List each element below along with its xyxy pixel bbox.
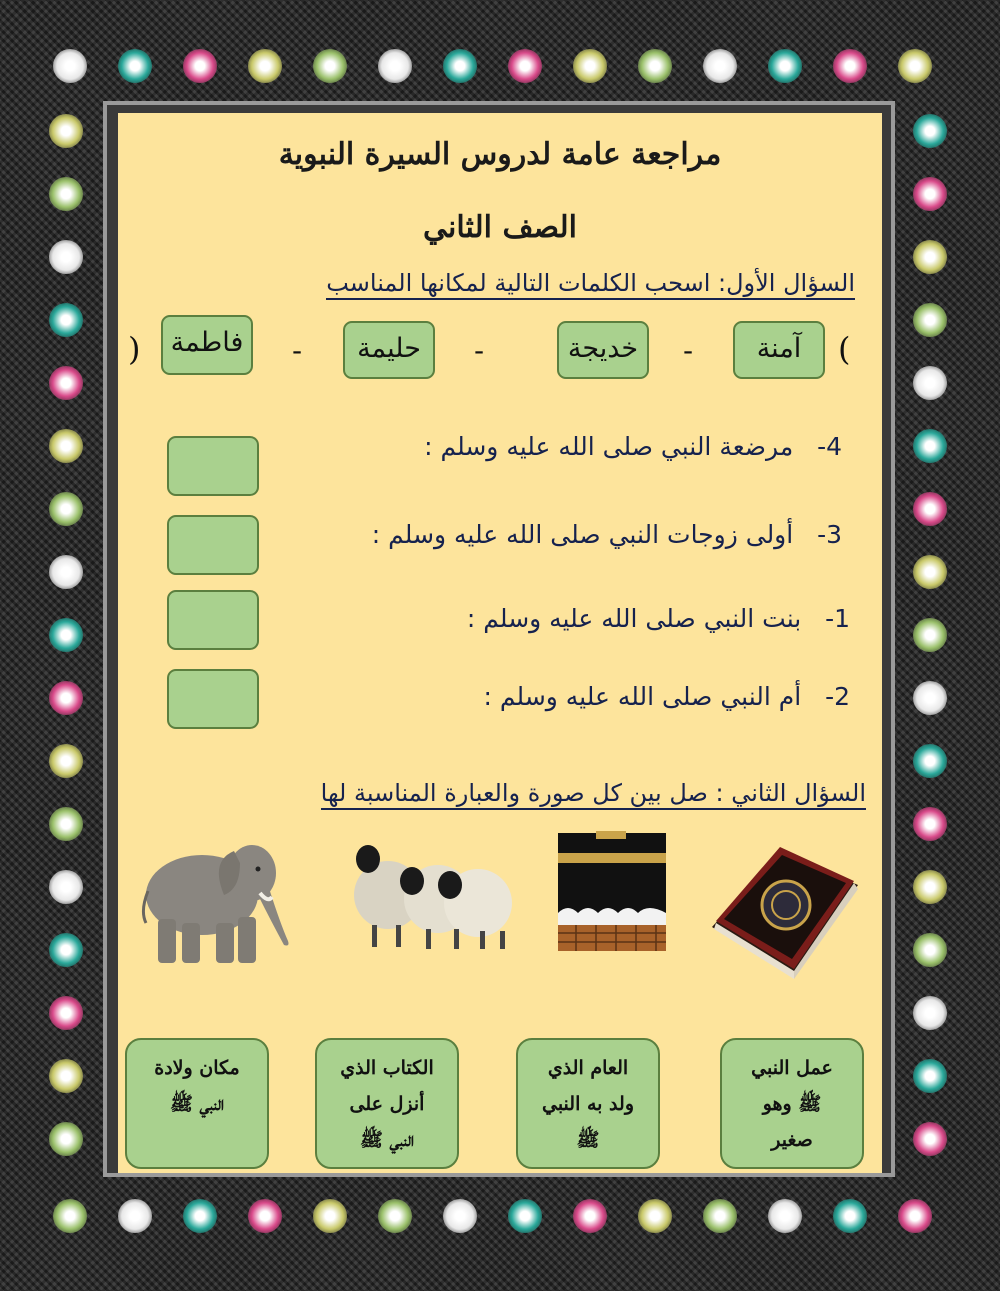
label-birth-place[interactable] [125,1038,269,1169]
frame-dot-decoration [703,1199,737,1233]
label-line: صغير [771,1129,813,1151]
kaaba-image [556,825,668,953]
label-line: النبي ﷺ [359,1129,415,1151]
frame-dot-decoration [378,1199,412,1233]
frame-dot-decoration [49,555,83,589]
q1-item-4 [424,432,842,461]
label-line: مكان ولادة [154,1057,240,1079]
q1-item-1 [467,604,850,633]
item-number: 1- [825,604,850,633]
word-halima[interactable]: حليمة [343,321,435,379]
label-line: الكتاب الذي [340,1057,434,1079]
item-number: 4- [817,432,842,461]
frame-dot-decoration [49,933,83,967]
frame-dot-decoration [638,1199,672,1233]
frame-dot-decoration [49,1059,83,1093]
frame-dot-decoration [49,744,83,778]
item-text: أولى زوجات النبي صلى الله عليه وسلم : [371,520,794,549]
frame-dot-decoration [913,366,947,400]
item-text: أم النبي صلى الله عليه وسلم : [483,682,802,711]
frame-dot-decoration [573,49,607,83]
frame-dot-decoration [913,933,947,967]
frame-dot-decoration [183,49,217,83]
answer-box-4[interactable] [167,436,259,496]
frame-dot-decoration [573,1199,607,1233]
frame-dot-decoration [898,1199,932,1233]
answer-box-2[interactable] [167,669,259,729]
frame-dot-decoration [913,177,947,211]
item-text: مرضعة النبي صلى الله عليه وسلم : [424,432,794,461]
item-number: 2- [825,682,850,711]
q1-item-3 [372,520,842,549]
frame-dot-decoration [898,49,932,83]
frame-dot-decoration [49,429,83,463]
word-amina[interactable]: آمنة [733,321,825,379]
frame-dot-decoration [913,492,947,526]
frame-dot-decoration [53,49,87,83]
question1-heading: السؤال الأول: اسحب الكلمات التالية لمكانها المناسب [326,268,855,300]
close-paren: ) [128,330,141,368]
item-text: بنت النبي صلى الله عليه وسلم : [466,604,802,633]
frame-dot-decoration [49,618,83,652]
page-title: مراجعة عامة لدروس السيرة النبوية [278,137,722,172]
open-paren: ( [838,330,851,368]
frame-dot-decoration [443,1199,477,1233]
frame-dot-decoration [913,681,947,715]
frame-dot-decoration [768,1199,802,1233]
frame-dot-decoration [49,681,83,715]
frame-dot-decoration [913,744,947,778]
label-line: النبي ﷺ [169,1093,225,1115]
separator: - [474,334,485,367]
frame-dot-decoration [833,49,867,83]
frame-dot-decoration [49,807,83,841]
question2-heading: السؤال الثاني : صل بين كل صورة والعبارة المناسبة لها [321,778,866,810]
label-revealed-book[interactable] [315,1038,459,1169]
answer-box-3[interactable] [167,515,259,575]
frame-dot-decoration [913,240,947,274]
frame-dot-decoration [118,49,152,83]
quran-book-image [710,845,860,980]
word-fatima[interactable]: فاطمة [161,315,253,375]
grade-title: الصف الثاني [422,210,577,245]
frame-dot-decoration [833,1199,867,1233]
label-line: ﷺ وهو [762,1093,822,1115]
frame-dot-decoration [508,49,542,83]
frame-dot-decoration [378,49,412,83]
separator: - [292,334,303,367]
frame-dot-decoration [913,429,947,463]
frame-dot-decoration [183,1199,217,1233]
frame-dot-decoration [913,807,947,841]
frame-dot-decoration [49,240,83,274]
frame-dot-decoration [913,555,947,589]
label-line: عمل النبي [751,1057,833,1079]
frame-dot-decoration [118,1199,152,1233]
frame-dot-decoration [49,1122,83,1156]
word-khadija[interactable]: خديجة [557,321,649,379]
frame-dot-decoration [913,870,947,904]
label-prophet-work[interactable] [720,1038,864,1169]
frame-dot-decoration [443,49,477,83]
answer-box-1[interactable] [167,590,259,650]
q1-item-2 [484,682,850,711]
elephant-image [140,833,296,967]
frame-dot-decoration [49,177,83,211]
item-number: 3- [817,520,842,549]
frame-dot-decoration [913,996,947,1030]
frame-dot-decoration [49,366,83,400]
frame-dot-decoration [248,49,282,83]
frame-dot-decoration [248,1199,282,1233]
frame-dot-decoration [913,303,947,337]
frame-dot-decoration [638,49,672,83]
label-birth-year[interactable] [516,1038,660,1169]
frame-dot-decoration [49,870,83,904]
label-line: العام الذي [547,1057,629,1079]
frame-dot-decoration [313,1199,347,1233]
label-line: ولد به النبي [541,1093,634,1115]
label-line: ﷺ [576,1129,600,1151]
frame-dot-decoration [49,303,83,337]
frame-dot-decoration [313,49,347,83]
frame-dot-decoration [49,996,83,1030]
frame-dot-decoration [703,49,737,83]
frame-dot-decoration [508,1199,542,1233]
label-line: أنزل على [349,1093,425,1115]
frame-dot-decoration [913,618,947,652]
frame-dot-decoration [49,492,83,526]
frame-dot-decoration [913,1122,947,1156]
frame-dot-decoration [913,1059,947,1093]
frame-dot-decoration [53,1199,87,1233]
sheep-image [350,833,516,951]
separator: - [683,334,694,367]
frame-dot-decoration [768,49,802,83]
